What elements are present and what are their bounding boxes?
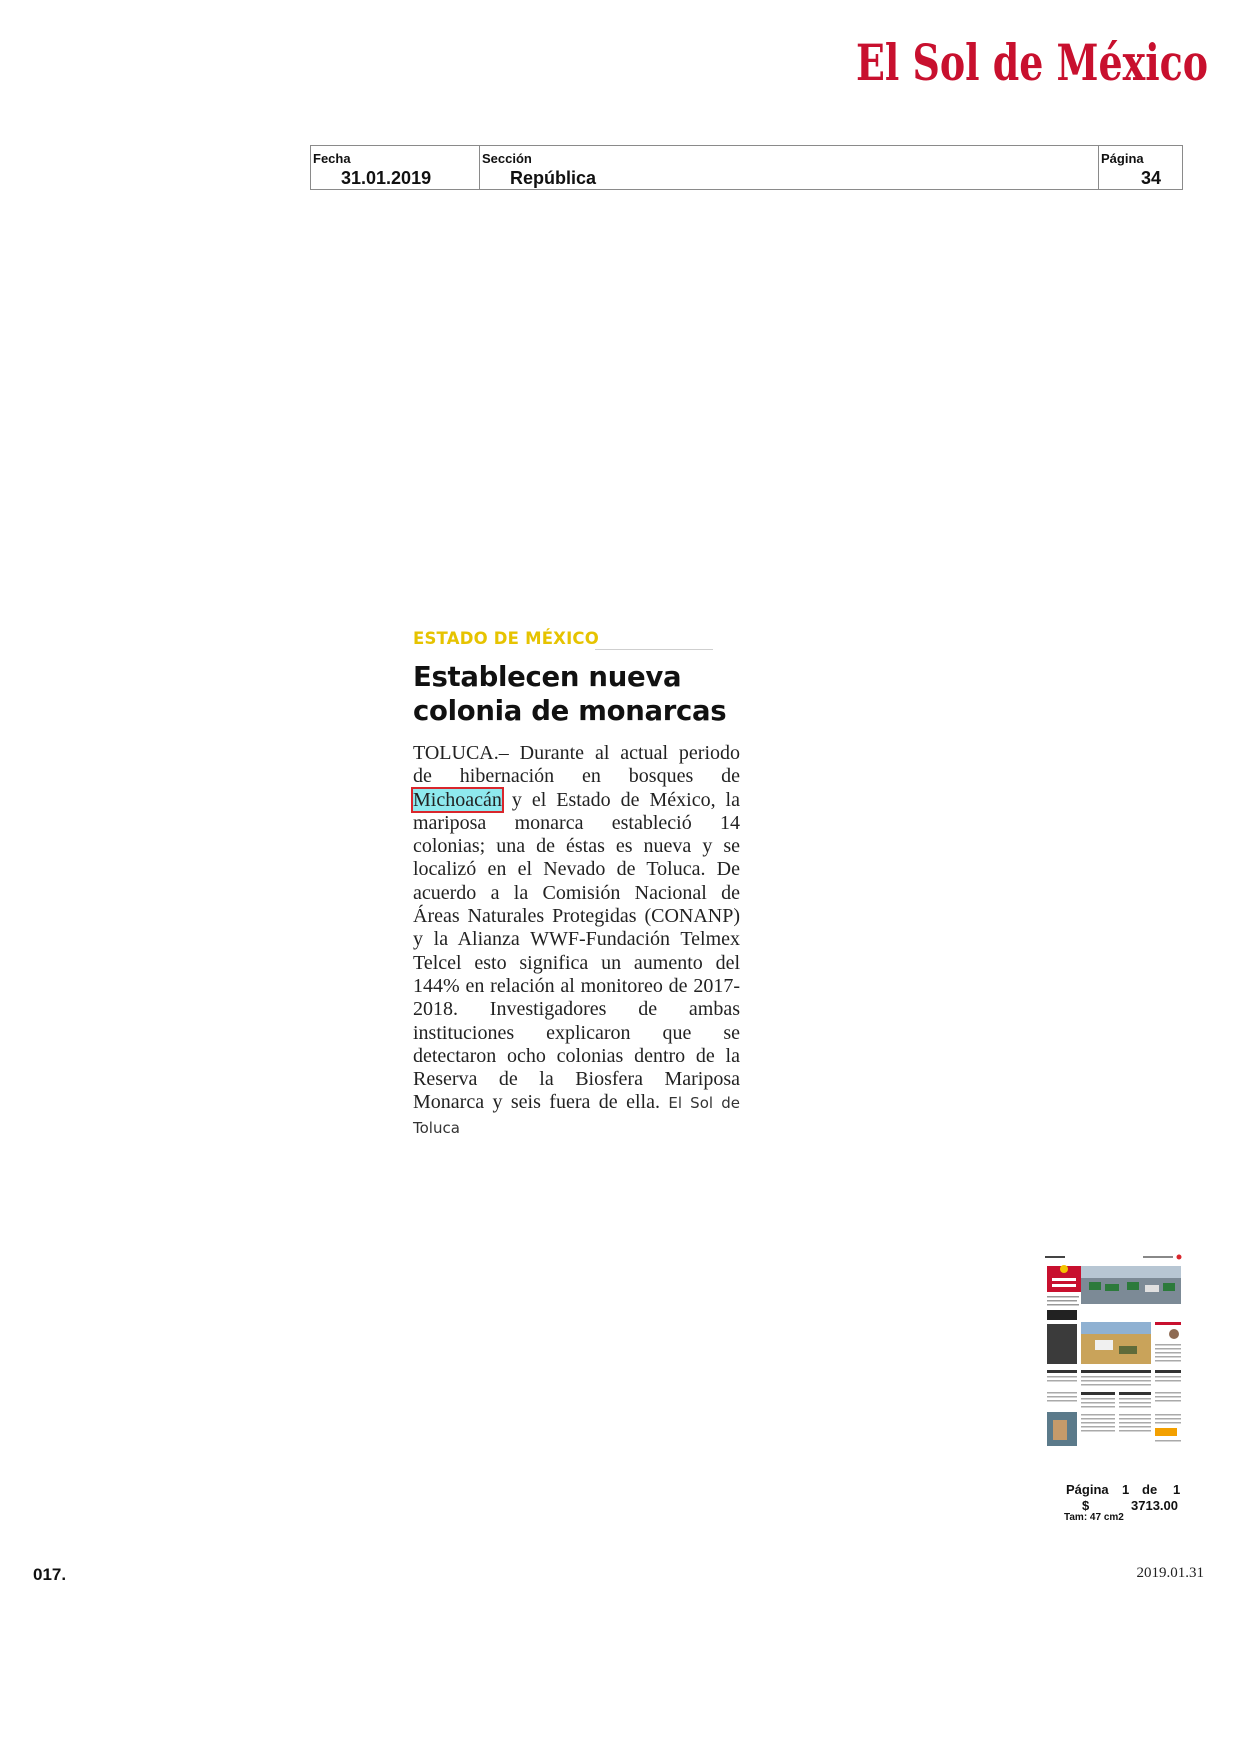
meta-pagina-de: de — [1142, 1482, 1158, 1497]
fecha-value: 31.01.2019 — [341, 168, 432, 188]
meta-amount: 3713.00 — [1131, 1498, 1178, 1513]
meta-currency-symbol: $ — [1082, 1498, 1090, 1513]
headline-line-2: colonia de monarcas — [413, 695, 727, 727]
seccion-cell — [480, 146, 1099, 189]
meta-pagina-label: Página — [1066, 1482, 1109, 1497]
page-thumbnail — [1043, 1252, 1185, 1460]
pagina-value: 34 — [1141, 168, 1162, 188]
body-text-part-1: Durante al actual periodo de hibernación en bosques de — [413, 742, 740, 788]
article-body — [413, 742, 740, 1140]
masthead-title: El Sol de México — [856, 33, 1208, 92]
pagina-cell — [1099, 146, 1182, 189]
fecha-label: Fecha — [313, 151, 351, 166]
article-dateline: TOLUCA.– — [413, 742, 509, 764]
body-text-part-2: y el Estado de México, la mariposa monarca estableció 14 colonias; una de éstas es nueva y se localizó en el Nevado de Toluca. De acuerdo a la Comisión Nacional de Áreas Naturales Protegidas (CONANP) y la Alianza WWF-Fundación Telmex Telcel esto significa un aumento del 144% en relación al monitoreo de 2017-2018. Investigadores de ambas instituciones explicaron que se detectaron ocho colonias dentro de la Reserva de la Biosfera Mariposa Monarca y seis fuera de ella. — [413, 788, 740, 1114]
pagina-label: Página — [1101, 151, 1144, 166]
clipping-header — [310, 145, 1183, 190]
kicker-text: ESTADO DE MÉXICO — [413, 629, 599, 648]
seccion-label: Sección — [482, 151, 532, 166]
keyword-highlight: Michoacán — [413, 788, 502, 811]
seccion-value: República — [510, 168, 597, 188]
article-credit: El Sol de Toluca — [413, 1094, 740, 1137]
fecha-cell — [311, 146, 480, 189]
headline-line-1: Establecen nueva — [413, 661, 682, 693]
clipping-meta — [1060, 1482, 1190, 1523]
kicker-rule — [595, 649, 713, 650]
article-headline — [413, 660, 743, 728]
footer-date: 2019.01.31 — [1136, 1565, 1204, 1581]
masthead-logo — [852, 30, 1212, 92]
meta-size: Tam: 47 cm2 — [1064, 1512, 1124, 1523]
article-clipping — [413, 628, 743, 1140]
meta-pagina-total: 1 — [1173, 1482, 1181, 1497]
article-kicker — [413, 628, 743, 650]
meta-cost-row — [1060, 1498, 1190, 1513]
meta-pagina-current: 1 — [1122, 1482, 1130, 1497]
clipping-code: 017. — [33, 1565, 67, 1584]
meta-page-row — [1060, 1482, 1190, 1498]
